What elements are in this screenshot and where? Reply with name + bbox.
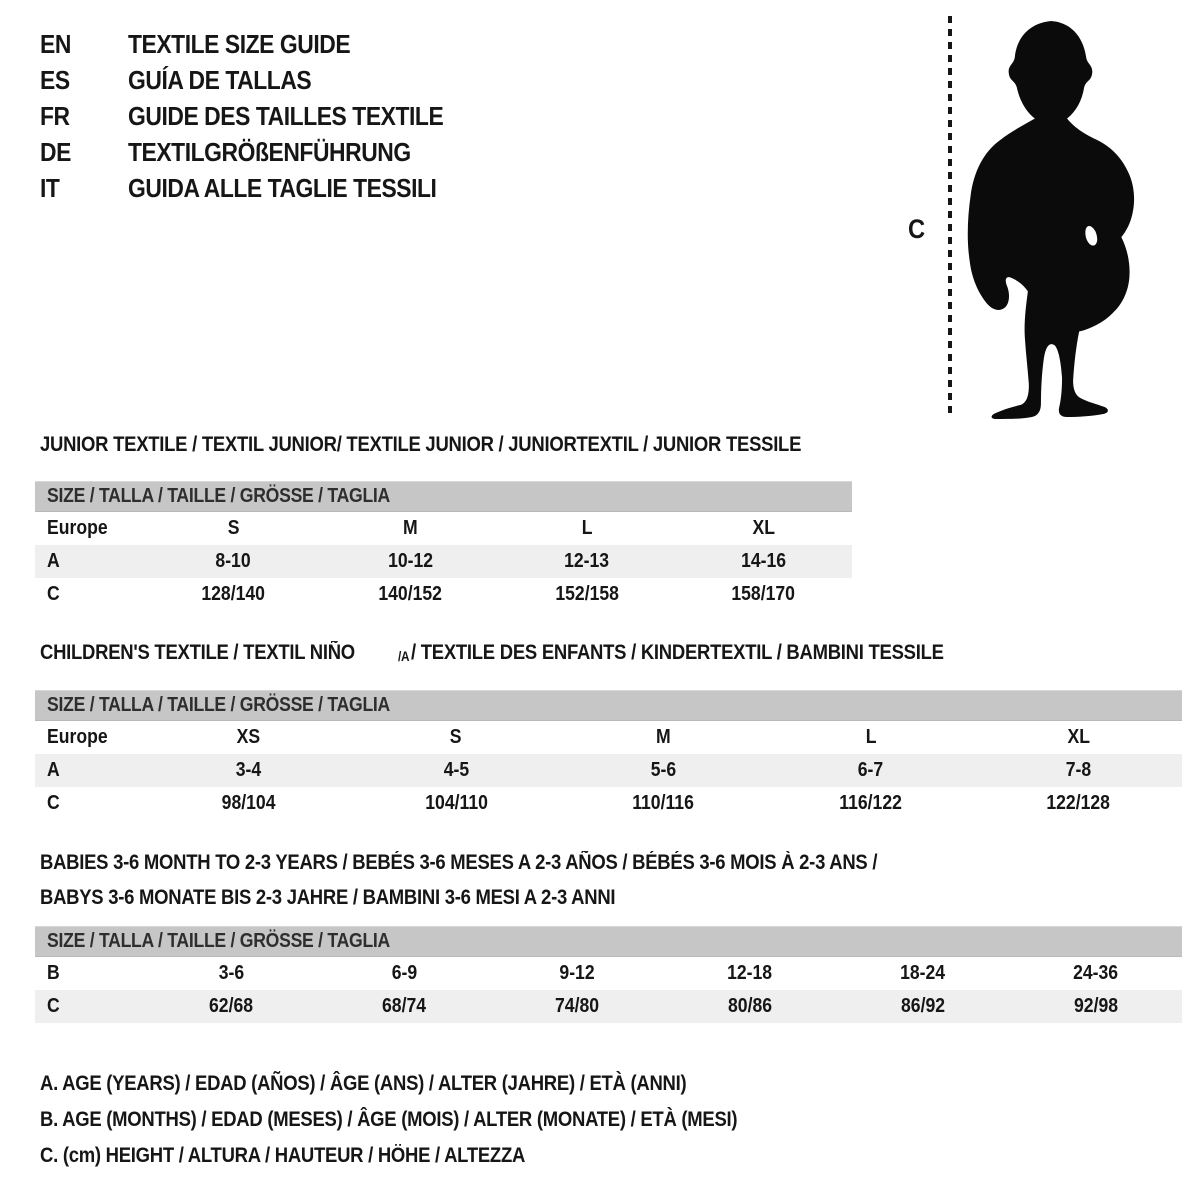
table-cell xyxy=(499,578,676,611)
table-cell xyxy=(663,990,836,1023)
table-cell xyxy=(145,545,322,578)
table-cell-text: 8-10 xyxy=(215,550,251,572)
language-title-text: TEXTILGRÖßENFÜHRUNG xyxy=(128,137,411,167)
table-cell xyxy=(975,721,1182,754)
table-cell-text: 3-4 xyxy=(235,759,262,781)
table-cell-text: S xyxy=(227,517,240,539)
table-header-text: SIZE / TALLA / TAILLE / GRÖSSE / TAGLIA xyxy=(47,485,391,507)
section-title xyxy=(35,434,852,456)
size-table xyxy=(35,690,1182,820)
language-code xyxy=(40,170,128,206)
table-row xyxy=(35,578,852,611)
row-label-text: Europe xyxy=(47,726,108,748)
table-cell-text: 18-24 xyxy=(900,962,946,984)
table-cell-text: 122/128 xyxy=(1046,792,1111,814)
table-cell xyxy=(352,721,559,754)
section-title xyxy=(35,642,1182,666)
section-title-line xyxy=(40,880,1182,915)
table-row xyxy=(35,787,1182,820)
legend-line xyxy=(40,1066,832,1102)
row-label xyxy=(35,512,145,545)
table-cell xyxy=(560,754,767,787)
table-header-bar xyxy=(35,926,1182,957)
section-title-line xyxy=(40,845,1182,880)
table-cell-text: 104/110 xyxy=(424,792,488,814)
table-cell-text: 12-18 xyxy=(727,962,773,984)
row-label-text: A xyxy=(47,550,60,572)
table-cell xyxy=(1009,957,1182,990)
measure-c-label: C xyxy=(908,214,926,244)
row-label-text: B xyxy=(47,962,60,984)
table-row xyxy=(35,512,852,545)
table-row xyxy=(35,957,1182,990)
table-header-bar xyxy=(35,481,852,512)
row-label xyxy=(35,787,145,820)
table-cell-text: 6-7 xyxy=(858,759,884,781)
language-code xyxy=(40,62,128,98)
table-cell-text: 80/86 xyxy=(727,995,772,1017)
language-title-text: GUÍA DE TALLAS xyxy=(128,65,312,95)
table-header-text: SIZE / TALLA / TAILLE / GRÖSSE / TAGLIA xyxy=(47,930,391,952)
table-cell xyxy=(145,754,352,787)
title-text: / TEXTILE DES ENFANTS / KINDERTEXTIL / BAMBINI TESSILE xyxy=(410,641,944,664)
section-title-line xyxy=(40,434,852,456)
table-cell xyxy=(322,545,499,578)
language-row xyxy=(40,26,486,62)
table-cell-text: 158/170 xyxy=(731,583,796,605)
table-cell xyxy=(318,990,491,1023)
table-cell-text: 12-13 xyxy=(564,550,610,572)
size-table xyxy=(35,926,1182,1023)
table-cell xyxy=(767,787,974,820)
legend-line-text: A. AGE (YEARS) / EDAD (AÑOS) / ÂGE (ANS) / ALTER (JAHRE) / ETÀ (ANNI) xyxy=(40,1072,687,1095)
toddler-silhouette-icon xyxy=(964,18,1144,420)
table-cell xyxy=(499,545,676,578)
table-header-text: SIZE / TALLA / TAILLE / GRÖSSE / TAGLIA xyxy=(47,694,391,716)
table-cell-text: 86/92 xyxy=(900,995,945,1017)
language-row xyxy=(40,62,486,98)
language-title-text: GUIDA ALLE TAGLIE TESSILI xyxy=(128,173,437,203)
legend-line-text: B. AGE (MONTHS) / EDAD (MESES) / ÂGE (MOIS) / ALTER (MONATE) / ETÀ (MESI) xyxy=(40,1108,738,1131)
section-title-line xyxy=(40,642,1182,666)
table-cell xyxy=(663,957,836,990)
table-header-bar xyxy=(35,690,1182,721)
language-title xyxy=(128,170,479,206)
table-cell xyxy=(145,787,352,820)
table-cell-text: L xyxy=(581,517,593,539)
title-subscript: /A xyxy=(397,648,410,664)
table-cell-text: M xyxy=(656,726,671,748)
row-label-text: C xyxy=(47,995,60,1017)
title-text: BABIES 3-6 MONTH TO 2-3 YEARS / BEBÉS 3-6 MESES A 2-3 AÑOS / BÉBÉS 3-6 MOIS À 2-3 ANS / xyxy=(40,851,878,874)
table-cell xyxy=(675,545,852,578)
table-cell xyxy=(491,957,664,990)
table-cell xyxy=(145,578,322,611)
table-cell xyxy=(975,787,1182,820)
language-code-text: ES xyxy=(40,65,70,95)
table-row xyxy=(35,754,1182,787)
language-title xyxy=(128,26,380,62)
language-code xyxy=(40,134,128,170)
section-childrens-textile xyxy=(35,642,1182,820)
legend-line xyxy=(40,1138,832,1174)
title-text: BABYS 3-6 MONATE BIS 2-3 JAHRE / BAMBINI 3-6 MESI A 2-3 ANNI xyxy=(40,886,616,909)
table-row xyxy=(35,545,852,578)
table-cell-text: XL xyxy=(1067,726,1090,748)
row-label xyxy=(35,754,145,787)
row-label xyxy=(35,957,145,990)
language-row xyxy=(40,134,486,170)
language-code-text: DE xyxy=(40,137,71,167)
table-cell xyxy=(675,578,852,611)
table-cell xyxy=(675,512,852,545)
table-cell-text: M xyxy=(402,517,418,539)
table-cell-text: 68/74 xyxy=(382,995,427,1017)
language-code xyxy=(40,98,128,134)
language-title-text: TEXTILE SIZE GUIDE xyxy=(128,29,351,59)
table-row xyxy=(35,990,1182,1023)
table-cell-text: 3-6 xyxy=(218,962,245,984)
language-title xyxy=(128,62,336,98)
row-label xyxy=(35,721,145,754)
table-cell-text: S xyxy=(450,726,462,748)
table-cell xyxy=(767,721,974,754)
table-cell xyxy=(836,957,1009,990)
row-label xyxy=(35,545,145,578)
table-row xyxy=(35,721,1182,754)
language-row xyxy=(40,98,486,134)
table-cell-text: 4-5 xyxy=(443,759,469,781)
table-cell xyxy=(145,721,352,754)
section-junior-textile xyxy=(35,434,852,611)
table-cell-text: 92/98 xyxy=(1073,995,1118,1017)
table-cell xyxy=(767,754,974,787)
table-cell-text: 10-12 xyxy=(387,550,433,572)
title-text: CHILDREN'S TEXTILE / TEXTIL NIÑO xyxy=(40,641,355,664)
table-cell-text: 110/116 xyxy=(632,792,695,814)
table-cell xyxy=(560,721,767,754)
table-cell xyxy=(145,512,322,545)
language-code xyxy=(40,26,128,62)
row-label xyxy=(35,578,145,611)
table-cell xyxy=(145,957,318,990)
table-cell-text: 116/122 xyxy=(839,792,903,814)
table-cell xyxy=(352,787,559,820)
table-cell xyxy=(352,754,559,787)
row-label-text: C xyxy=(47,583,60,605)
table-cell-text: XL xyxy=(752,517,775,539)
language-title xyxy=(128,134,449,170)
section-babies-textile xyxy=(35,845,1182,1023)
table-cell-text: 62/68 xyxy=(209,995,254,1017)
legend-line xyxy=(40,1102,832,1138)
table-cell-text: 14-16 xyxy=(741,550,787,572)
legend-line-text: C. (cm) HEIGHT / ALTURA / HAUTEUR / HÖHE / ALTEZZA xyxy=(40,1144,526,1167)
language-code-text: IT xyxy=(40,173,60,203)
table-cell-text: 5-6 xyxy=(650,759,677,781)
table-cell-text: 9-12 xyxy=(559,962,595,984)
table-cell xyxy=(975,754,1182,787)
table-cell-text: 98/104 xyxy=(221,792,276,814)
table-cell xyxy=(322,578,499,611)
language-row xyxy=(40,170,486,206)
table-cell-text: 7-8 xyxy=(1065,759,1092,781)
table-cell-text: L xyxy=(865,726,877,748)
table-cell-text: XS xyxy=(236,726,261,748)
table-cell xyxy=(560,787,767,820)
table-cell xyxy=(318,957,491,990)
table-cell xyxy=(836,990,1009,1023)
table-cell-text: 152/158 xyxy=(555,583,619,605)
row-label-text: C xyxy=(47,792,60,814)
table-cell xyxy=(322,512,499,545)
table-cell-text: 6-9 xyxy=(391,962,417,984)
table-cell xyxy=(145,990,318,1023)
language-title xyxy=(128,98,486,134)
section-title xyxy=(35,845,1182,915)
size-table xyxy=(35,481,852,611)
table-cell-text: 128/140 xyxy=(201,583,266,605)
height-measure-dashed-line xyxy=(948,16,952,416)
language-title-list xyxy=(40,26,486,206)
row-label xyxy=(35,990,145,1023)
row-label-text: Europe xyxy=(47,517,108,539)
table-cell-text: 140/152 xyxy=(378,583,442,605)
table-cell-text: 74/80 xyxy=(555,995,600,1017)
title-text: JUNIOR TEXTILE / TEXTIL JUNIOR/ TEXTILE JUNIOR / JUNIORTEXTIL / JUNIOR TESSILE xyxy=(40,433,802,456)
measure-legend xyxy=(40,1066,832,1174)
language-code-text: EN xyxy=(40,29,71,59)
language-code-text: FR xyxy=(40,101,70,131)
table-cell xyxy=(1009,990,1182,1023)
row-label-text: A xyxy=(47,759,60,781)
table-cell-text: 24-36 xyxy=(1073,962,1119,984)
table-cell xyxy=(499,512,676,545)
language-title-text: GUIDE DES TAILLES TEXTILE xyxy=(128,101,444,131)
table-cell xyxy=(491,990,664,1023)
